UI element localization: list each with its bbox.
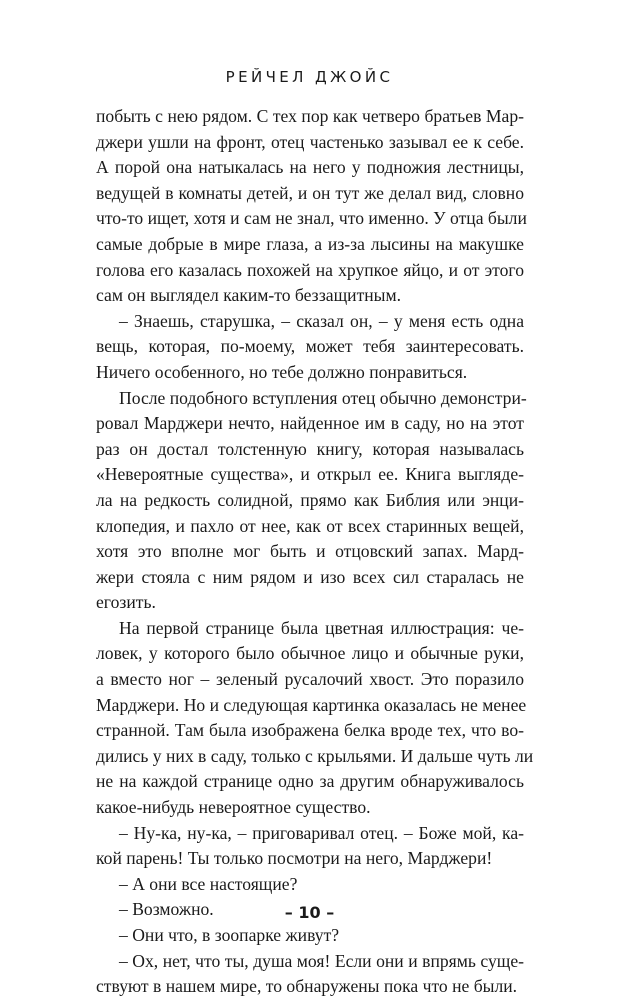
text-line: а вместо ног – зеленый русалочий хвост. Это поразило bbox=[96, 669, 524, 690]
text-line: ведущей в комнаты детей, и он тут же делал вид, словно bbox=[96, 182, 524, 203]
text-line: самые добрые в мире глаза, а из-за лысины на макушке bbox=[96, 233, 524, 254]
text-line: что-то ищет, хотя и сам не знал, что именно. У отца были bbox=[96, 208, 527, 229]
text-line: дились у них в саду, только с крыльями. И дальше чуть ли bbox=[96, 745, 534, 766]
text-line: – Знаешь, старушка, – сказал он, – у меня есть одна bbox=[119, 310, 524, 331]
text-line: не на каждой странице одно за другим обнаруживалось bbox=[96, 771, 524, 792]
page-number: – 10 – bbox=[284, 903, 335, 922]
text-line: раз он достал толстенную книгу, которая называлась bbox=[96, 438, 524, 459]
text-line: Ничего особенного, но тебе должно понравиться. bbox=[96, 361, 468, 382]
text-line: Марджери. Но и следующая картинка оказалась не менее bbox=[96, 694, 527, 715]
text-line: голова его казалась похожей на хрупкое яйцо, и от этого bbox=[96, 259, 524, 280]
text-line: ровал Марджери нечто, найденное им в саду, но на этот bbox=[96, 413, 524, 434]
text-line: – Ну-ка, ну-ка, – приговаривал отец. – Боже мой, ка- bbox=[119, 822, 524, 843]
text-line: какое-нибудь невероятное существо. bbox=[96, 797, 371, 818]
text-line: сам он выглядел каким-то беззащитным. bbox=[96, 285, 402, 306]
text-line: – Возможно. bbox=[119, 899, 214, 920]
text-line: После подобного вступления отец обычно демонстри- bbox=[119, 387, 527, 408]
text-line: джери ушли на фронт, отец частенько зазывал ее к себе. bbox=[96, 131, 524, 152]
text-line: ствуют в нашем мире, то обнаружены пока что не были. bbox=[96, 976, 518, 997]
text-line: жери стояла с ним рядом и изо всех сил старалась не bbox=[96, 566, 524, 587]
text-line: На первой странице была цветная иллюстрация: че- bbox=[119, 617, 524, 638]
text-line: хотя это вполне мог быть и отцовский запах. Мард- bbox=[96, 541, 524, 562]
text-line: – Ох, нет, что ты, душа моя! Если они и впрямь суще- bbox=[119, 950, 524, 971]
text-line: вещь, которая, по-моему, может тебя заинтересовать. bbox=[96, 336, 524, 357]
text-line: ла на редкость солидной, прямо как Библия или энци- bbox=[96, 489, 524, 510]
running-head-author: РЕЙЧЕЛ ДЖОЙС bbox=[225, 68, 394, 86]
text-line: А порой она натыкалась на него у подножия лестницы, bbox=[96, 157, 524, 178]
text-line: – Они что, в зоопарке живут? bbox=[119, 925, 340, 945]
text-line: «Невероятные существа», и открыл ее. Книга выгляде- bbox=[96, 464, 524, 485]
text-line: побыть с нею рядом. С тех пор как четверо братьев Мар- bbox=[96, 106, 524, 126]
text-line: кой парень! Ты только посмотри на него, Марджери! bbox=[96, 848, 493, 869]
text-line: странной. Там была изображена белка вроде тех, что во- bbox=[96, 720, 524, 741]
text-line: ловек, у которого было обычное лицо и обычные руки, bbox=[96, 643, 524, 664]
body-text bbox=[96, 104, 534, 1000]
text-line: егозить. bbox=[96, 592, 156, 613]
text-line: – А они все настоящие? bbox=[119, 873, 298, 894]
text-line: клопедия, и пахло от нее, как от всех старинных вещей, bbox=[96, 515, 524, 536]
